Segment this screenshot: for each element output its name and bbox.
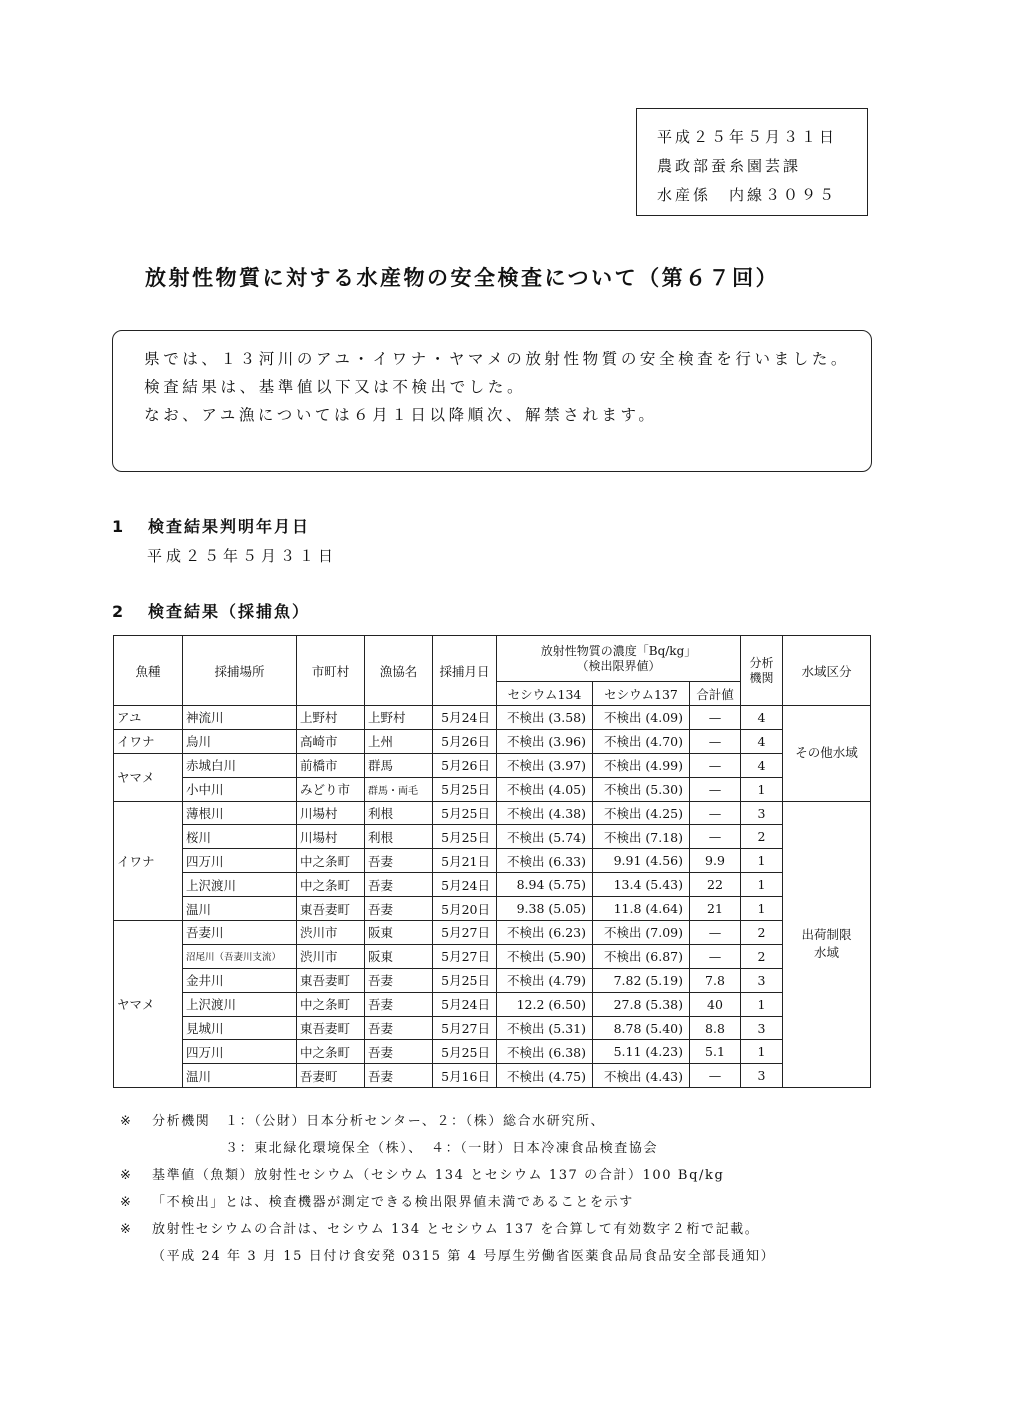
lab-cell: 1 [741, 1040, 783, 1064]
cs137-cell: 9.91 (4.56) [593, 849, 690, 873]
issue-date: 平成２５年５月３１日 [657, 128, 838, 146]
cs137-cell: 7.82 (5.19) [593, 968, 690, 992]
header-lab-line2: 機関 [749, 670, 774, 685]
header-zone: 水域区分 [783, 636, 871, 706]
document-title: 放射性物質に対する水産物の安全検査について（第６７回） [145, 266, 780, 290]
total-cell: — [690, 777, 741, 801]
header-location: 採捕場所 [183, 636, 297, 706]
city-cell: 東吾妻町 [297, 968, 365, 992]
date-cell: 5月25日 [433, 825, 497, 849]
city-cell: 渋川市 [297, 921, 365, 945]
union-cell: 吾妻 [365, 849, 433, 873]
summary-line: 検査結果は、基準値以下又は不検出でした。 [125, 378, 527, 396]
total-cell: 5.1 [690, 1040, 741, 1064]
zone-label-line: 出荷制限 [801, 927, 852, 943]
date-cell: 5月24日 [433, 992, 497, 1016]
cs134-cell: 不検出 (5.90) [497, 944, 593, 968]
date-cell: 5月27日 [433, 921, 497, 945]
union-cell: 上野村 [365, 706, 433, 730]
note-line [120, 1216, 880, 1243]
total-cell: 22 [690, 873, 741, 897]
lab-cell: 4 [741, 706, 783, 730]
summary-line: なお、アユ漁については６月１日以降順次、解禁されます。 [125, 406, 658, 424]
species-cell: ヤマメ [114, 921, 183, 1088]
note-line [120, 1135, 880, 1162]
cs134-cell: 不検出 (3.58) [497, 706, 593, 730]
union-cell: 利根 [365, 825, 433, 849]
city-cell: 中之条町 [297, 849, 365, 873]
total-cell: 40 [690, 992, 741, 1016]
table-row [114, 753, 871, 777]
table-row [114, 706, 871, 730]
cs134-cell: 不検出 (6.33) [497, 849, 593, 873]
location-cell: 見城川 [183, 1016, 297, 1040]
city-cell: 高崎市 [297, 729, 365, 753]
header-concentration-line1: 放射性物質の濃度「Bq/kg」 [540, 643, 697, 658]
total-cell: — [690, 729, 741, 753]
lab-cell: 1 [741, 777, 783, 801]
location-cell: 四万川 [183, 1040, 297, 1064]
cs134-cell: 不検出 (4.05) [497, 777, 593, 801]
table-row [114, 801, 871, 825]
summary-line: 県では、１３河川のアユ・イワナ・ヤマメの放射性物質の安全検査を行いました。 [125, 350, 851, 368]
date-cell: 5月25日 [433, 777, 497, 801]
city-cell: 東吾妻町 [297, 1016, 365, 1040]
date-cell: 5月24日 [433, 873, 497, 897]
contact-info-box [636, 108, 868, 216]
cs134-cell: 不検出 (3.96) [497, 729, 593, 753]
city-cell: みどり市 [297, 777, 365, 801]
cs134-cell: 不検出 (5.74) [497, 825, 593, 849]
table-row [114, 921, 871, 945]
city-cell: 前橋市 [297, 753, 365, 777]
location-cell: 神流川 [183, 706, 297, 730]
cs137-cell: 不検出 (4.09) [593, 706, 690, 730]
table-row [114, 968, 871, 992]
section-number: 1 [112, 517, 126, 536]
note-mark: ※ [120, 1222, 133, 1237]
section-1-heading [112, 514, 310, 537]
contact-extension: 水産係 内線３０９５ [657, 186, 838, 204]
header-lab [741, 636, 783, 706]
header-concentration [497, 636, 741, 682]
header-concentration-line2: （検出限界値） [576, 658, 661, 673]
cs134-cell: 不検出 (6.23) [497, 921, 593, 945]
location-cell: 上沢渡川 [183, 992, 297, 1016]
total-cell: — [690, 921, 741, 945]
lab-cell: 2 [741, 825, 783, 849]
total-cell: — [690, 706, 741, 730]
lab-cell: 4 [741, 753, 783, 777]
header-union: 漁協名 [365, 636, 433, 706]
cs137-cell: 不検出 (4.99) [593, 753, 690, 777]
date-cell: 5月16日 [433, 1064, 497, 1088]
lab-cell: 3 [741, 801, 783, 825]
cs134-cell: 12.2 (6.50) [497, 992, 593, 1016]
header-cs137: セシウム137 [593, 682, 690, 706]
department: 農政部蚕糸園芸課 [657, 157, 802, 175]
union-cell: 吾妻 [365, 968, 433, 992]
total-cell: — [690, 801, 741, 825]
cs134-cell: 不検出 (4.38) [497, 801, 593, 825]
species-cell: イワナ [114, 801, 183, 920]
union-cell: 上州 [365, 729, 433, 753]
total-cell: — [690, 1064, 741, 1088]
notes [120, 1108, 880, 1270]
location-cell: 桜川 [183, 825, 297, 849]
note-line [120, 1162, 880, 1189]
cs134-cell: 不検出 (4.79) [497, 968, 593, 992]
date-cell: 5月21日 [433, 849, 497, 873]
cs137-cell: 不検出 (4.70) [593, 729, 690, 753]
location-cell: 烏川 [183, 729, 297, 753]
cs137-cell: 不検出 (5.30) [593, 777, 690, 801]
cs137-cell: 5.11 (4.23) [593, 1040, 690, 1064]
union-cell: 吾妻 [365, 873, 433, 897]
header-city: 市町村 [297, 636, 365, 706]
cs134-cell: 不検出 (5.31) [497, 1016, 593, 1040]
lab-cell: 3 [741, 1016, 783, 1040]
header-total: 合計値 [690, 682, 741, 706]
lab-cell: 3 [741, 1064, 783, 1088]
location-cell: 吾妻川 [183, 921, 297, 945]
cs137-cell: 8.78 (5.40) [593, 1016, 690, 1040]
total-cell: 9.9 [690, 849, 741, 873]
note-line [120, 1189, 880, 1216]
table-row [114, 729, 871, 753]
cs134-cell: 不検出 (6.38) [497, 1040, 593, 1064]
union-cell: 群馬・両毛 [365, 777, 433, 801]
location-cell: 小中川 [183, 777, 297, 801]
table-row [114, 873, 871, 897]
table-row [114, 1016, 871, 1040]
union-cell: 阪東 [365, 921, 433, 945]
note-line [120, 1243, 880, 1270]
lab-cell: 2 [741, 921, 783, 945]
cs137-cell: 11.8 (4.64) [593, 897, 690, 921]
union-cell: 吾妻 [365, 897, 433, 921]
total-cell: — [690, 944, 741, 968]
results-body [114, 706, 871, 1088]
city-cell: 川場村 [297, 825, 365, 849]
total-cell: 21 [690, 897, 741, 921]
section-number: 2 [112, 602, 126, 621]
species-cell: ヤマメ [114, 753, 183, 801]
note-mark: ※ [120, 1195, 133, 1210]
total-cell: 8.8 [690, 1016, 741, 1040]
date-cell: 5月25日 [433, 1040, 497, 1064]
table-row [114, 825, 871, 849]
union-cell: 吾妻 [365, 992, 433, 1016]
city-cell: 川場村 [297, 801, 365, 825]
location-cell: 上沢渡川 [183, 873, 297, 897]
city-cell: 中之条町 [297, 873, 365, 897]
union-cell: 利根 [365, 801, 433, 825]
city-cell: 東吾妻町 [297, 897, 365, 921]
section-title: 検査結果判明年月日 [148, 517, 311, 536]
lab-cell: 3 [741, 968, 783, 992]
note-text: （平成 24 年 3 月 15 日付け食安発 0315 第 4 号厚生労働省医薬食品局食品安全部長通知） [152, 1249, 776, 1264]
header-date: 採捕月日 [433, 636, 497, 706]
date-cell: 5月27日 [433, 1016, 497, 1040]
union-cell: 吾妻 [365, 1016, 433, 1040]
total-cell: — [690, 753, 741, 777]
header-species: 魚種 [114, 636, 183, 706]
note-text: 放射性セシウムの合計は、セシウム 134 とセシウム 137 を合算して有効数字２桁で記載。 [152, 1222, 760, 1237]
cs134-cell: 不検出 (3.97) [497, 753, 593, 777]
zone-cell [783, 801, 871, 1088]
lab-cell: 1 [741, 992, 783, 1016]
cs134-cell: 8.94 (5.75) [497, 873, 593, 897]
table-row [114, 992, 871, 1016]
cs134-cell: 不検出 (4.75) [497, 1064, 593, 1088]
total-cell: 7.8 [690, 968, 741, 992]
header-lab-line1: 分析 [749, 655, 774, 670]
results-table [113, 635, 871, 1088]
city-cell: 上野村 [297, 706, 365, 730]
note-text: ３：東北緑化環境保全（株）、 ４：（一財）日本冷凍食品検査協会 [152, 1141, 659, 1156]
location-cell: 赤城白川 [183, 753, 297, 777]
location-cell: 薄根川 [183, 801, 297, 825]
note-text: 分析機関 １：（公財）日本分析センター、２：（株）総合水研究所、 [152, 1114, 606, 1129]
table-row [114, 777, 871, 801]
city-cell: 中之条町 [297, 1040, 365, 1064]
lab-cell: 1 [741, 849, 783, 873]
zone-cell [783, 706, 871, 802]
city-cell: 渋川市 [297, 944, 365, 968]
species-cell: アユ [114, 706, 183, 730]
date-cell: 5月26日 [433, 729, 497, 753]
note-text: 「不検出」とは、検査機器が測定できる検出限界値未満であることを示す [152, 1195, 634, 1210]
zone-label: その他水域 [795, 745, 858, 761]
summary-box [112, 330, 872, 472]
lab-cell: 1 [741, 897, 783, 921]
zone-label-line: 水域 [813, 945, 839, 961]
table-row [114, 944, 871, 968]
note-mark: ※ [120, 1114, 133, 1129]
note-line [120, 1108, 880, 1135]
table-row [114, 1040, 871, 1064]
table-row [114, 897, 871, 921]
result-date: 平成２５年５月３１日 [147, 547, 338, 565]
location-cell: 温川 [183, 1064, 297, 1088]
union-cell: 阪東 [365, 944, 433, 968]
lab-cell: 4 [741, 729, 783, 753]
note-text: 基準値（魚類）放射性セシウム（セシウム 134 とセシウム 137 の合計）100 Bq/kg [152, 1168, 725, 1183]
location-cell: 温川 [183, 897, 297, 921]
cs134-cell: 9.38 (5.05) [497, 897, 593, 921]
cs137-cell: 不検出 (4.25) [593, 801, 690, 825]
lab-cell: 1 [741, 873, 783, 897]
date-cell: 5月27日 [433, 944, 497, 968]
table-row [114, 1064, 871, 1088]
cs137-cell: 不検出 (6.87) [593, 944, 690, 968]
date-cell: 5月25日 [433, 801, 497, 825]
section-2-heading [112, 599, 310, 622]
date-cell: 5月26日 [433, 753, 497, 777]
cs137-cell: 不検出 (7.09) [593, 921, 690, 945]
union-cell: 吾妻 [365, 1040, 433, 1064]
location-cell: 沼尾川（吾妻川支流） [183, 944, 297, 968]
city-cell: 吾妻町 [297, 1064, 365, 1088]
total-cell: — [690, 825, 741, 849]
section-title: 検査結果（採捕魚） [148, 602, 311, 621]
union-cell: 吾妻 [365, 1064, 433, 1088]
note-mark: ※ [120, 1168, 133, 1183]
date-cell: 5月20日 [433, 897, 497, 921]
date-cell: 5月25日 [433, 968, 497, 992]
location-cell: 金井川 [183, 968, 297, 992]
city-cell: 中之条町 [297, 992, 365, 1016]
cs137-cell: 27.8 (5.38) [593, 992, 690, 1016]
cs137-cell: 不検出 (4.43) [593, 1064, 690, 1088]
location-cell: 四万川 [183, 849, 297, 873]
table-row [114, 849, 871, 873]
header-cs134: セシウム134 [497, 682, 593, 706]
union-cell: 群馬 [365, 753, 433, 777]
species-cell: イワナ [114, 729, 183, 753]
cs137-cell: 13.4 (5.43) [593, 873, 690, 897]
date-cell: 5月24日 [433, 706, 497, 730]
lab-cell: 2 [741, 944, 783, 968]
cs137-cell: 不検出 (7.18) [593, 825, 690, 849]
